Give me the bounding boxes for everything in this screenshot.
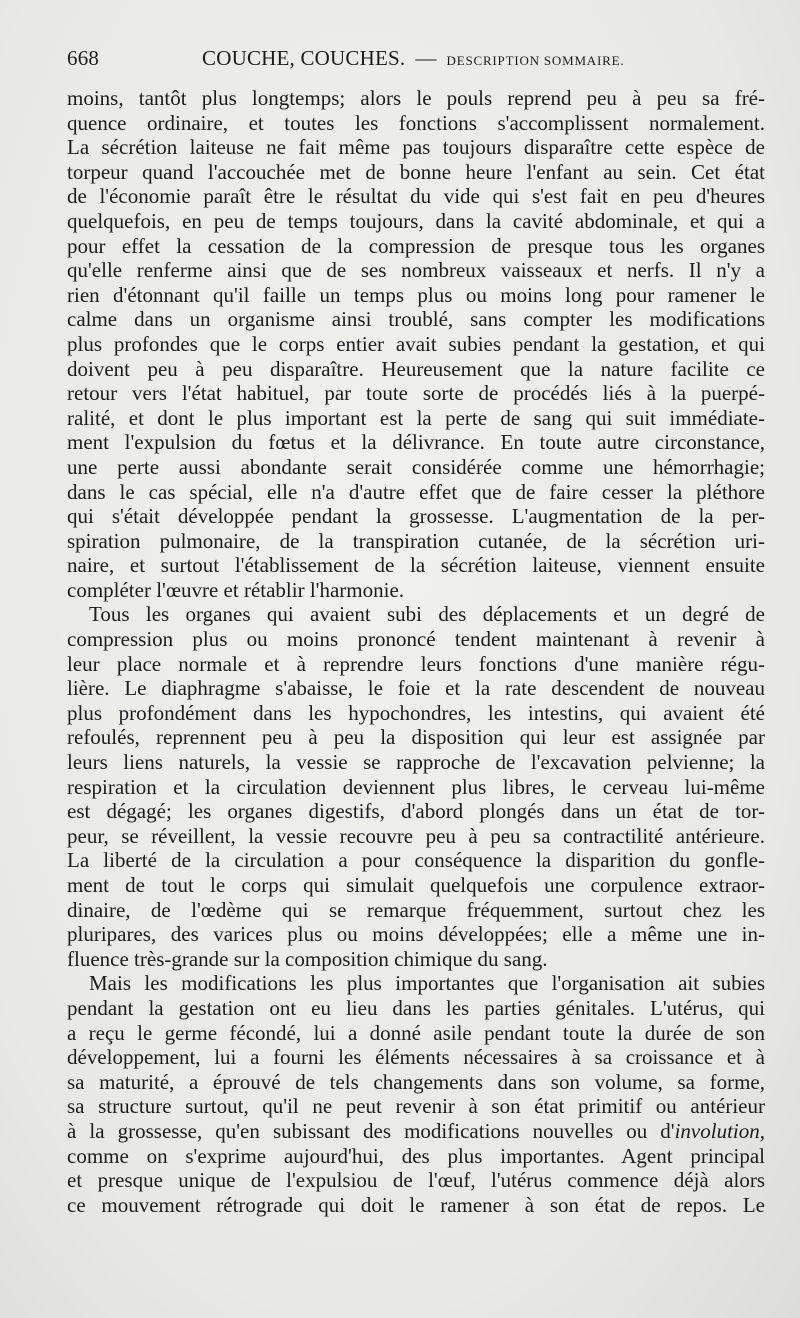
text-line: La liberté de la circulation a pour conséquence la disparition du gonfle- (67, 848, 765, 873)
text-line: lière. Le diaphragme s'abaisse, le foie et la rate descendent de nouveau (67, 676, 765, 701)
text-line: ment de tout le corps qui simulait quelquefois une corpulence extraor- (67, 873, 765, 897)
text-line: compression plus ou moins prononcé tendent maintenant à revenir à (67, 627, 765, 652)
italic-term: involution (674, 1118, 760, 1143)
running-title: COUCHE, COUCHES. (202, 46, 406, 70)
text-line: ce mouvement rétrograde qui doit le ramener à son état de repos. Le (67, 1192, 765, 1217)
text-line: rien d'étonnant qu'il faille un temps plus ou moins long pour ramener le (67, 282, 765, 307)
paragraph-3 (67, 971, 765, 1217)
text-line: torpeur quand l'accouchée met de bonne heure l'enfant au sein. Cet état (67, 159, 765, 184)
text-line-with-italic (67, 1119, 765, 1144)
text-line: respiration et la circulation deviennent plus libres, le cerveau lui-même (67, 774, 765, 799)
page-header (67, 46, 765, 86)
text-line: dinaire, de l'œdème qui se remarque fréquemment, surtout chez les (67, 897, 765, 922)
text-line: Tous les organes qui avaient subi des déplacements et un degré de (89, 602, 765, 627)
text-line: ralité, et dont le plus important est la perte de sang qui suit immédiate- (67, 405, 765, 430)
text-line: sa structure surtout, qu'il ne peut revenir à son état primitif ou antérieur (67, 1094, 765, 1119)
page-number: 668 (67, 46, 100, 70)
text-line: refoulés, reprennent peu à peu la disposition qui leur est assignée par (67, 725, 765, 750)
text-line: fluence très-grande sur la composition chimique du sang. (67, 946, 548, 971)
text-line: pour effet la cessation de la compression de presque tous les organes (67, 233, 765, 258)
text-line: retour vers l'état habituel, par toute sorte de procédés liés à la puerpé- (67, 381, 765, 406)
text-line: plus profondément dans les hypochondres, les intestins, qui avaient été (67, 700, 765, 725)
text-segment: , (759, 1118, 765, 1143)
text-line: spiration pulmonaire, de la transpiration cutanée, de la sécrétion uri- (67, 528, 765, 553)
text-line: et presque unique de l'expulsiou de l'œuf, l'utérus commence déjà alors (67, 1168, 765, 1193)
text-line: est dégagé; les organes digestifs, d'abord plongés dans un état de tor- (67, 799, 765, 824)
text-line: moins, tantôt plus longtemps; alors le pouls reprend peu à peu sa fré- (67, 86, 765, 110)
text-line: Mais les modifications les plus importantes que l'organisation ait subies (89, 971, 765, 996)
text-line: a reçu le germe fécondé, lui a donné asile pendant toute la durée de son (67, 1020, 765, 1045)
text-line: quelquefois, en peu de temps toujours, dans la cavité abdominale, et qui a (67, 208, 765, 233)
text-line: compléter l'œuvre et rétablir l'harmonie. (67, 577, 405, 602)
text-line: leurs liens naturels, la vessie se rapproche de l'excavation pelvienne; la (67, 750, 765, 775)
text-line: plus profondes que le corps entier avait subies pendant la gestation, et qui (67, 331, 765, 356)
body-text (67, 86, 765, 1217)
text-line: peur, se réveillent, la vessie recouvre peu à peu sa contractilité antérieure. (67, 823, 765, 848)
text-line: qu'elle renferme ainsi que de ses nombreux vaisseaux et nerfs. Il n'y a (67, 258, 765, 283)
text-line: une perte aussi abondante serait considérée comme une hémorrhagie; (67, 454, 765, 479)
text-line: calme dans un organisme ainsi troublé, sans compter les modifications (67, 307, 765, 332)
text-line: qui s'était développée pendant la grossesse. L'augmentation de la per- (67, 504, 765, 529)
text-line: pendant la gestation ont eu lieu dans les parties génitales. L'utérus, qui (67, 995, 765, 1020)
text-line: pluripares, des varices plus ou moins développées; elle a même une in- (67, 922, 765, 947)
text-line: dans le cas spécial, elle n'a d'autre effet que de faire cesser la pléthore (67, 479, 765, 504)
paragraph-1 (67, 86, 765, 602)
text-line: La sécrétion laiteuse ne fait même pas toujours disparaître cette espèce de (67, 135, 765, 160)
text-line: développement, lui a fourni les éléments nécessaires à sa croissance et à (67, 1045, 765, 1070)
text-line: quence ordinaire, et toutes les fonctions s'accomplissent normalement. (67, 110, 765, 135)
text-line: comme on s'exprime aujourd'hui, des plus importantes. Agent principal (67, 1143, 765, 1168)
text-line: ment l'expulsion du fœtus et la délivrance. En toute autre circonstance, (67, 430, 765, 455)
paragraph-2 (67, 602, 765, 971)
text-line: de l'économie paraît être le résultat du vide qui s'est fait en peu d'heures (67, 184, 765, 209)
section-title: DESCRIPTION SOMMAIRE. (446, 53, 625, 68)
text-line: naire, et surtout l'établissement de la sécrétion laiteuse, viennent ensuite (67, 553, 765, 578)
header-dash: — (415, 46, 437, 70)
text-line: sa maturité, a éprouvé de tels changements dans son volume, sa forme, (67, 1069, 765, 1094)
text-line: doivent peu à peu disparaître. Heureusement que la nature facilite ce (67, 356, 765, 381)
text-segment: à la grossesse, qu'en subissant des modifications nouvelles ou d' (67, 1118, 675, 1143)
text-line: leur place normale et à reprendre leurs fonctions d'une manière régu- (67, 651, 765, 676)
